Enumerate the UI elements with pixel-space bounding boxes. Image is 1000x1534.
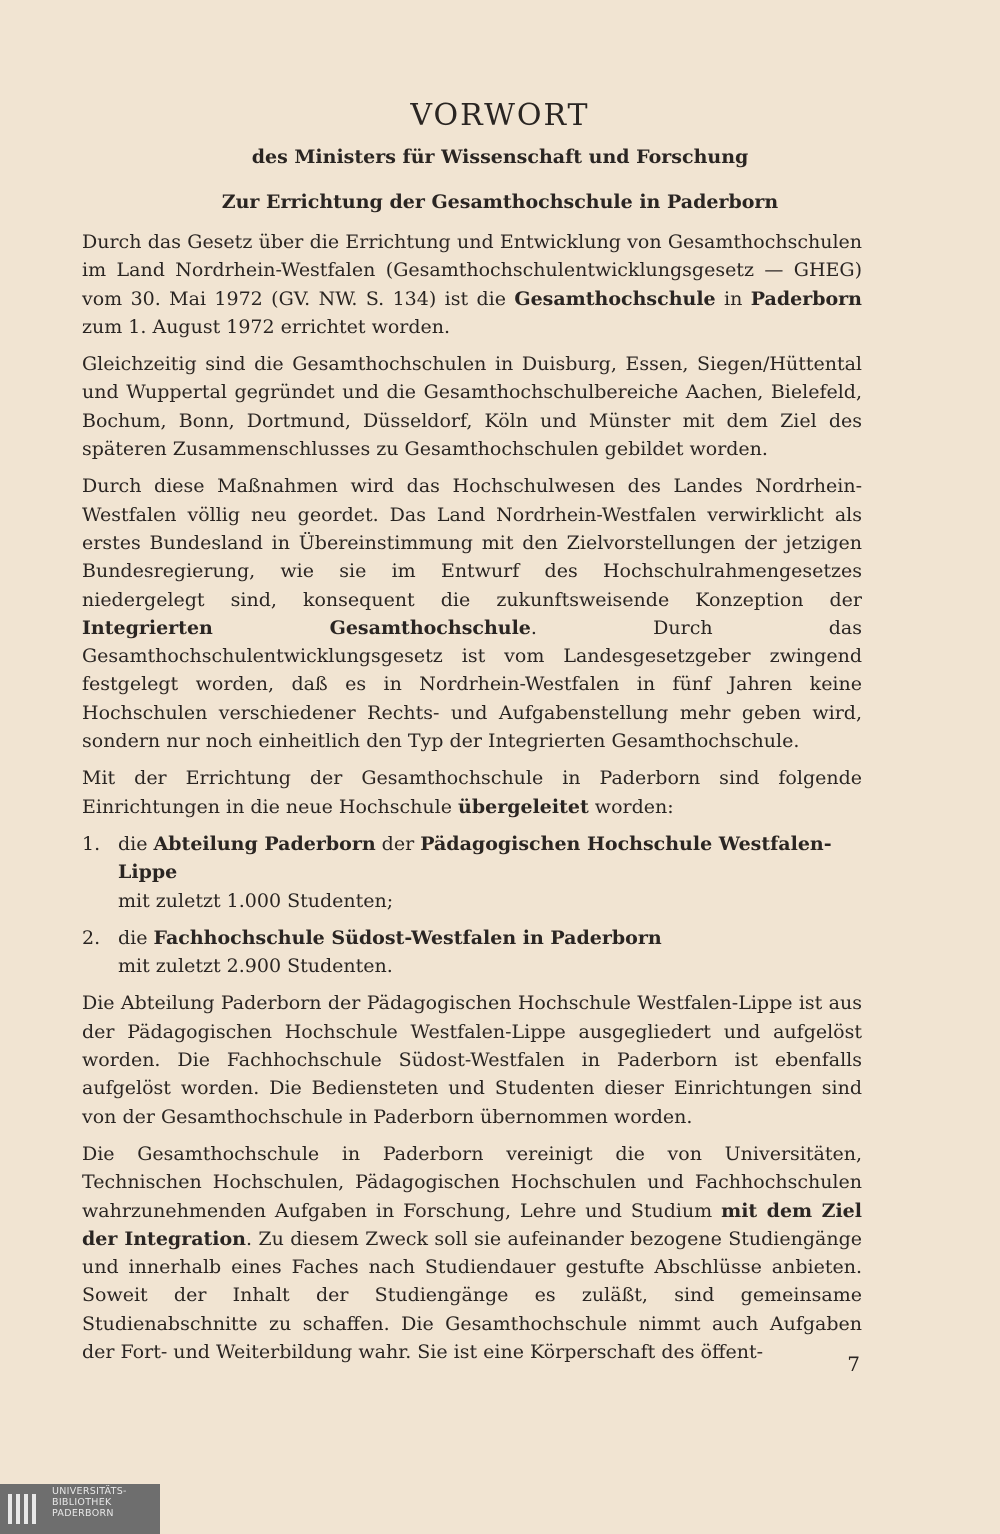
list-item xyxy=(82,924,862,981)
paragraph-6: Die Gesamthochschule in Paderborn vereinigt die von Universitäten, Technischen Hochschulen, Pädagogischen Hochschulen und Fachhochschulen wahrzunehmenden Aufgaben in Forschung, Lehre und Studium mit dem Ziel der Integration. Zu diesem Zweck soll sie aufeinander bezogene Studiengänge und innerhalb eines Faches nach Studiendauer gestufte Abschlüsse anbieten. Soweit der Inhalt der Studiengänge es zuläßt, sind gemeinsame Studienabschnitte zu schaffen. Die Gesamthochschule nimmt auch Aufgaben der Fort- und Weiterbildung wahr. Sie ist eine Körperschaft des öffent- xyxy=(82,1142,862,1363)
page-subtitle: des Ministers für Wissenschaft und Forschung xyxy=(251,146,749,168)
library-bars-icon xyxy=(8,1494,44,1530)
list-item xyxy=(82,830,862,915)
section-heading: Zur Errichtung der Gesamthochschule in Paderborn xyxy=(221,191,779,213)
page-number: 7 xyxy=(847,1352,860,1376)
list-number: 2. xyxy=(82,926,101,949)
body-text xyxy=(82,228,862,1375)
paragraph-4: Mit der Errichtung der Gesamthochschule in Paderborn sind folgende Einrichtungen in die neue Hochschule übergeleitet worden: xyxy=(82,767,862,818)
paragraph-2: Gleichzeitig sind die Gesamthochschulen in Duisburg, Essen, Siegen/Hüttental und Wuppertal gegründet und die Gesamthochschulbereiche Aachen, Bielefeld, Bochum, Bonn, Dortmund, Düsseldorf, Köln und Münster mit dem Ziel des späteren Zusammenschlusses zu Gesamthochschulen gebildet worden. xyxy=(82,353,862,461)
library-logo-text: UNIVERSITÄTS- BIBLIOTHEK PADERBORN xyxy=(52,1486,127,1519)
list-content: die Fachhochschule Südost-Westfalen in Paderborn mit zuletzt 2.900 Studenten. xyxy=(118,926,662,978)
page-title: VORWORT xyxy=(410,98,590,133)
list-content: die Abteilung Paderborn der Pädagogischen Hochschule Westfalen-Lippe mit zuletzt 1.000 Studenten; xyxy=(118,832,832,912)
paragraph-5: Die Abteilung Paderborn der Pädagogischen Hochschule Westfalen-Lippe ist aus der Pädagogischen Hochschule Westfalen-Lippe ausgegliedert und aufgelöst worden. Die Fachhochschule Südost-Westfalen in Paderborn ist ebenfalls aufgelöst worden. Die Bediensteten und Studenten dieser Einrichtungen sind von der Gesamthochschule in Paderborn übernommen worden. xyxy=(82,992,862,1128)
paragraph-1: Durch das Gesetz über die Errichtung und Entwicklung von Gesamthochschulen im Land Nordrhein-Westfalen (Gesamthochschulentwicklungsgesetz — GHEG) vom 30. Mai 1972 (GV. NW. S. 134) ist die Gesamthochschule in Paderborn zum 1. August 1972 errichtet worden. xyxy=(82,231,862,338)
list-number: 1. xyxy=(82,832,101,855)
library-logo xyxy=(0,1484,160,1534)
paragraph-3: Durch diese Maßnahmen wird das Hochschulwesen des Landes Nordrhein-Westfalen völlig neu geordet. Das Land Nordrhein-Westfalen verwirklicht als erstes Bundesland in Übereinstimmung mit den Zielvorstellungen der jetzigen Bundesregierung, wie sie im Entwurf des Hochschulrahmengesetzes niedergelegt sind, konsequent die zukunftsweisende Konzeption der Integrierten Gesamthochschule. Durch das Gesamthochschulentwicklungsgesetz ist vom Landesgesetzgeber zwingend festgelegt worden, daß es in Nordrhein-Westfalen in fünf Jahren keine Hochschulen verschiedener Rechts- und Aufgabenstellung mehr geben wird, sondern nur noch einheitlich den Typ der Integrierten Gesamthochschule. xyxy=(82,475,862,753)
